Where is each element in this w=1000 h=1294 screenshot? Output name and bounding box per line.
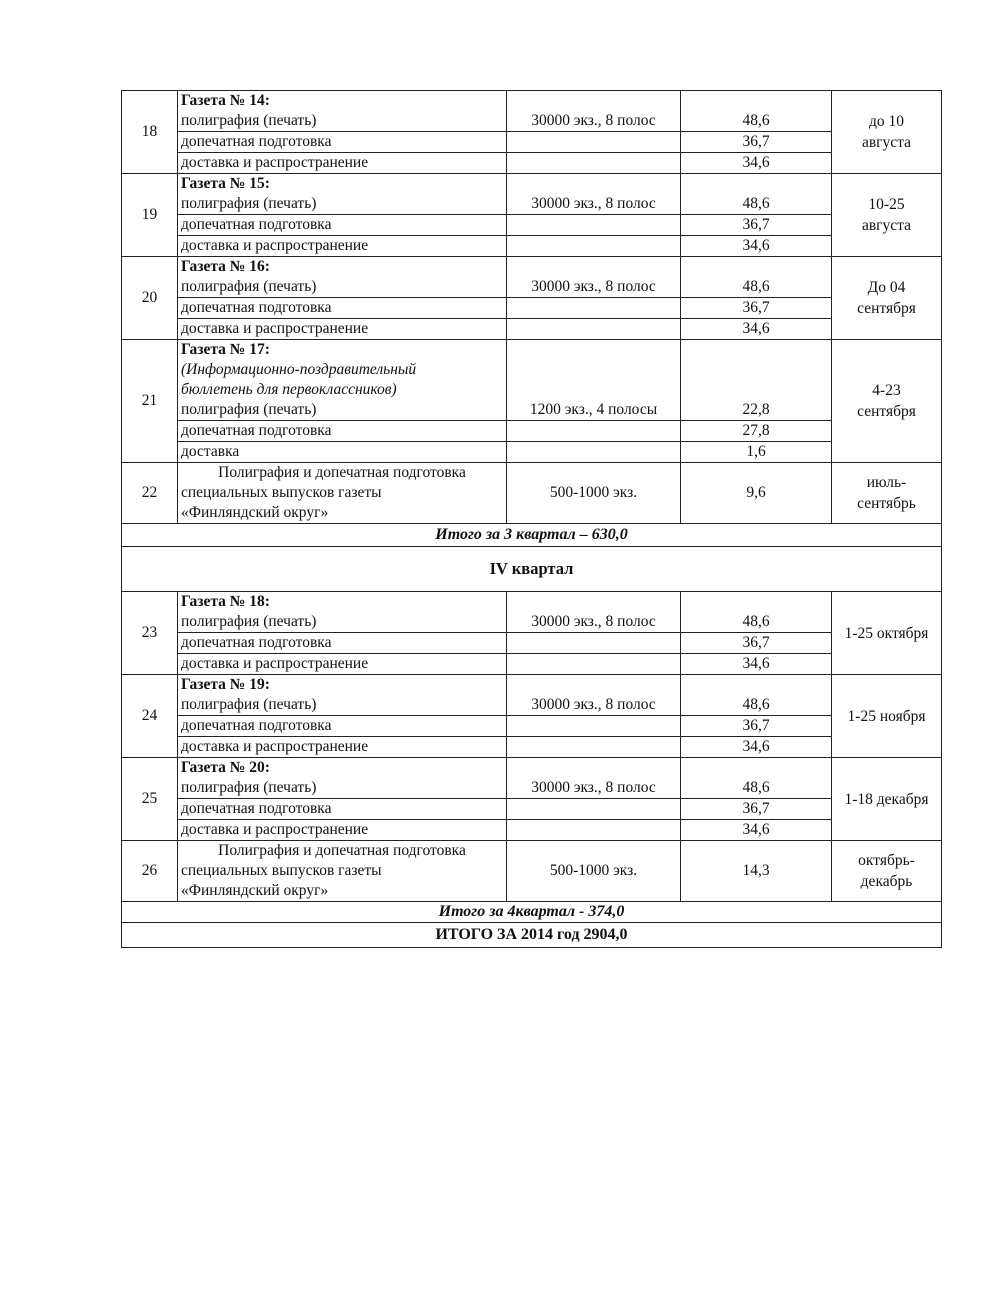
row-number: 22 — [122, 463, 178, 524]
item-desc: доставка и распространение — [178, 654, 507, 675]
row-number: 25 — [122, 758, 178, 841]
item-desc: полиграфия (печать) — [178, 695, 507, 716]
item-cost: 36,7 — [681, 132, 832, 153]
special-desc-line: специальных выпусков газеты — [181, 484, 382, 501]
item-desc: доставка и распространение — [178, 319, 507, 340]
item-cost: 48,6 — [681, 194, 832, 215]
newspaper-subtitle: бюллетень для первоклассников) — [181, 381, 397, 398]
table-row — [122, 174, 942, 195]
item-desc: полиграфия (печать) — [178, 612, 507, 633]
table-row — [122, 257, 942, 278]
item-qty — [507, 633, 681, 654]
newspaper-title: Газета № 18: — [178, 592, 507, 613]
deadline-line: сентября — [857, 403, 916, 420]
item-qty: 500-1000 экз. — [507, 841, 681, 902]
deadline-cell — [832, 91, 942, 174]
item-cost: 34,6 — [681, 153, 832, 174]
table-row — [122, 236, 942, 257]
deadline-cell — [832, 340, 942, 463]
item-cost: 34,6 — [681, 820, 832, 841]
table-row — [122, 778, 942, 799]
item-qty — [507, 654, 681, 675]
item-desc: полиграфия (печать) — [178, 400, 507, 421]
item-qty — [507, 421, 681, 442]
table-row — [122, 654, 942, 675]
table-row — [122, 421, 942, 442]
table-row — [122, 298, 942, 319]
item-desc: допечатная подготовка — [178, 421, 507, 442]
table-row — [122, 153, 942, 174]
table-row — [122, 923, 942, 948]
item-qty — [507, 442, 681, 463]
deadline-line: до 10 — [868, 113, 904, 130]
item-qty: 500-1000 экз. — [507, 463, 681, 524]
special-desc-line: «Финляндский округ» — [181, 882, 329, 899]
item-desc: полиграфия (печать) — [178, 778, 507, 799]
item-desc: допечатная подготовка — [178, 132, 507, 153]
table-row — [122, 194, 942, 215]
table-row — [122, 111, 942, 132]
quarter-heading: IV квартал — [122, 547, 942, 592]
item-qty — [507, 215, 681, 236]
deadline-line: 10-25 — [868, 196, 905, 213]
special-desc-line: «Финляндский округ» — [181, 504, 329, 521]
item-desc: полиграфия (печать) — [178, 277, 507, 298]
item-cost: 48,6 — [681, 778, 832, 799]
item-qty — [507, 737, 681, 758]
special-desc-line: специальных выпусков газеты — [181, 862, 382, 879]
table-row — [122, 524, 942, 547]
deadline-line: октябрь- — [858, 852, 915, 869]
table-row — [122, 592, 942, 613]
item-cost: 22,8 — [681, 400, 832, 421]
row-number: 26 — [122, 841, 178, 902]
table-row — [122, 799, 942, 820]
table-row — [122, 633, 942, 654]
budget-table — [121, 90, 942, 948]
item-desc: полиграфия (печать) — [178, 111, 507, 132]
deadline-cell: 1-25 октября — [832, 592, 942, 675]
table-row — [122, 737, 942, 758]
table-row — [122, 695, 942, 716]
table-row — [122, 675, 942, 696]
table-row — [122, 319, 942, 340]
item-cost: 9,6 — [681, 463, 832, 524]
item-cost: 36,7 — [681, 799, 832, 820]
item-cost: 27,8 — [681, 421, 832, 442]
newspaper-title: Газета № 20: — [178, 758, 507, 779]
table-row — [122, 91, 942, 112]
deadline-line: сентября — [857, 300, 916, 317]
newspaper-subtitle: (Информационно-поздравительный — [181, 361, 417, 378]
deadline-line: 4-23 — [872, 382, 901, 399]
item-qty — [507, 799, 681, 820]
item-cost: 34,6 — [681, 319, 832, 340]
item-qty — [507, 319, 681, 340]
newspaper-title: Газета № 14: — [178, 91, 507, 112]
deadline-line: августа — [861, 217, 912, 234]
deadline-cell — [832, 463, 942, 524]
table-row — [122, 400, 942, 421]
special-desc-line: Полиграфия и допечатная подготовка — [218, 842, 466, 859]
table-row — [122, 716, 942, 737]
item-cost: 48,6 — [681, 695, 832, 716]
item-cost: 14,3 — [681, 841, 832, 902]
item-desc: допечатная подготовка — [178, 298, 507, 319]
special-desc-cell — [178, 841, 507, 902]
item-cost: 34,6 — [681, 236, 832, 257]
table-row — [122, 132, 942, 153]
special-desc-line: Полиграфия и допечатная подготовка — [218, 464, 466, 481]
item-desc: полиграфия (печать) — [178, 194, 507, 215]
item-qty — [507, 716, 681, 737]
item-desc: доставка и распространение — [178, 236, 507, 257]
item-qty: 30000 экз., 8 полос — [507, 612, 681, 633]
item-cost: 36,7 — [681, 633, 832, 654]
deadline-cell — [832, 841, 942, 902]
item-cost: 36,7 — [681, 716, 832, 737]
row-number: 20 — [122, 257, 178, 340]
item-qty — [507, 132, 681, 153]
row-number: 24 — [122, 675, 178, 758]
newspaper-title: Газета № 16: — [178, 257, 507, 278]
deadline-line: августа — [861, 134, 912, 151]
deadline-line: июль- — [866, 474, 907, 491]
item-cost: 36,7 — [681, 298, 832, 319]
item-qty — [507, 153, 681, 174]
table-row — [122, 277, 942, 298]
deadline-cell — [832, 257, 942, 340]
item-cost: 34,6 — [681, 654, 832, 675]
quarter-total: Итого за 3 квартал – 630,0 — [122, 524, 942, 547]
item-cost: 48,6 — [681, 277, 832, 298]
row-number: 19 — [122, 174, 178, 257]
row-number: 18 — [122, 91, 178, 174]
table-row — [122, 215, 942, 236]
item-qty: 30000 экз., 8 полос — [507, 277, 681, 298]
table-row — [122, 758, 942, 779]
item-cost: 36,7 — [681, 215, 832, 236]
deadline-cell — [832, 174, 942, 257]
deadline-cell: 1-18 декабря — [832, 758, 942, 841]
item-cost: 48,6 — [681, 612, 832, 633]
special-desc-cell — [178, 463, 507, 524]
item-cost: 1,6 — [681, 442, 832, 463]
item-qty — [507, 236, 681, 257]
item-qty: 30000 экз., 8 полос — [507, 111, 681, 132]
quarter-total: Итого за 4квартал - 374,0 — [122, 902, 942, 923]
deadline-cell: 1-25 ноября — [832, 675, 942, 758]
table-row — [122, 902, 942, 923]
item-qty: 30000 экз., 8 полос — [507, 778, 681, 799]
item-desc: допечатная подготовка — [178, 799, 507, 820]
item-desc: допечатная подготовка — [178, 633, 507, 654]
item-desc: доставка — [178, 442, 507, 463]
item-qty: 30000 экз., 8 полос — [507, 194, 681, 215]
deadline-line: сентябрь — [857, 495, 916, 512]
item-qty: 1200 экз., 4 полосы — [507, 400, 681, 421]
newspaper-title: Газета № 17: — [181, 341, 270, 358]
item-qty — [507, 820, 681, 841]
table-row — [122, 612, 942, 633]
item-desc: доставка и распространение — [178, 820, 507, 841]
grand-total: ИТОГО ЗА 2014 год 2904,0 — [122, 923, 942, 948]
item-desc: допечатная подготовка — [178, 215, 507, 236]
table-row — [122, 340, 942, 401]
item-qty: 30000 экз., 8 полос — [507, 695, 681, 716]
deadline-line: До 04 — [867, 279, 906, 296]
table-row — [122, 820, 942, 841]
table-row — [122, 547, 942, 592]
table-row — [122, 442, 942, 463]
newspaper-title: Газета № 19: — [178, 675, 507, 696]
table-row — [122, 463, 942, 524]
newspaper-title-cell — [178, 340, 507, 401]
table-row — [122, 841, 942, 902]
deadline-line: декабрь — [860, 873, 913, 890]
item-desc: доставка и распространение — [178, 737, 507, 758]
row-number: 21 — [122, 340, 178, 463]
item-desc: допечатная подготовка — [178, 716, 507, 737]
item-qty — [507, 298, 681, 319]
row-number: 23 — [122, 592, 178, 675]
newspaper-title: Газета № 15: — [178, 174, 507, 195]
item-cost: 48,6 — [681, 111, 832, 132]
item-desc: доставка и распространение — [178, 153, 507, 174]
item-cost: 34,6 — [681, 737, 832, 758]
